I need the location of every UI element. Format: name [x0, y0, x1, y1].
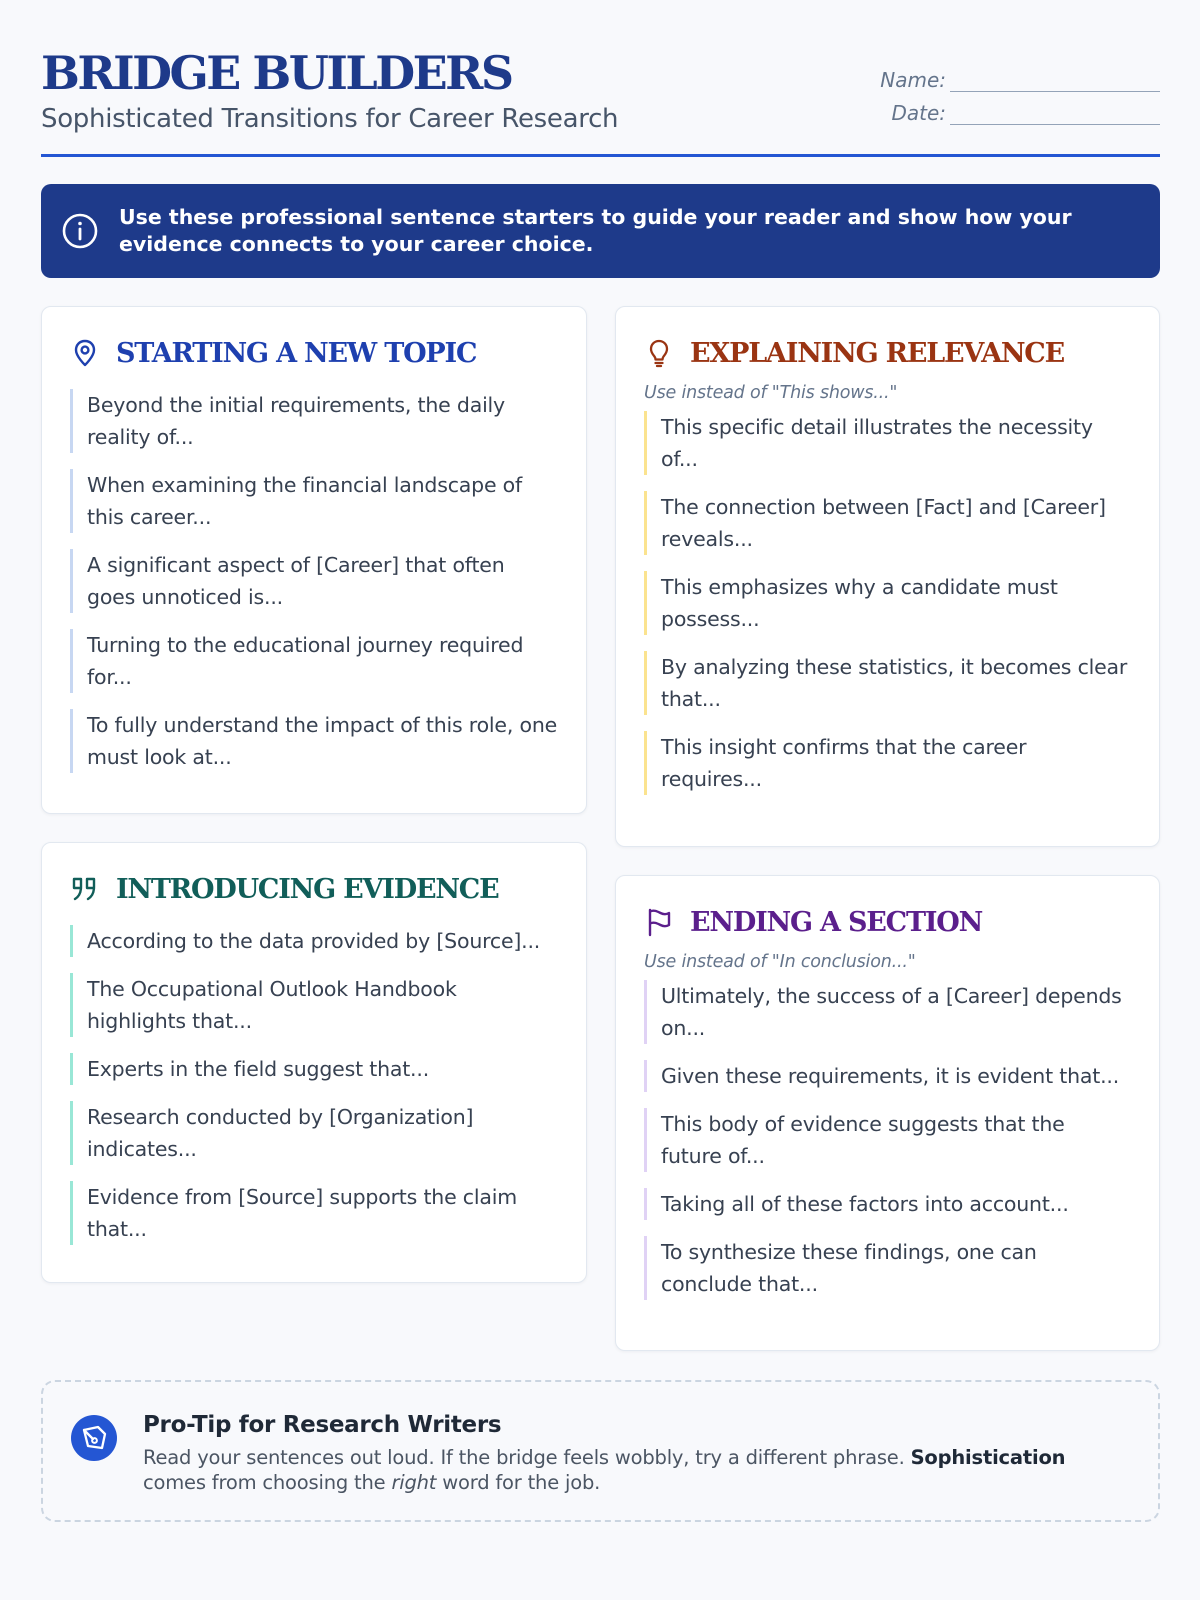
- sentence-starter: According to the data provided by [Source]...: [70, 925, 558, 957]
- sentence-starter: This emphasizes why a candidate must possess...: [644, 571, 1131, 635]
- name-label: Name:: [880, 68, 946, 92]
- card-title: ENDING A SECTION: [690, 906, 983, 938]
- name-field: [880, 68, 1160, 92]
- sentence-starter: This insight confirms that the career requires...: [644, 731, 1131, 795]
- starter-list: [70, 925, 558, 1245]
- sentence-starter: Given these requirements, it is evident that...: [644, 1060, 1131, 1092]
- date-line[interactable]: [950, 105, 1160, 125]
- sentence-starter: Experts in the field suggest that...: [70, 1053, 558, 1085]
- sentence-starter: This specific detail illustrates the necessity of...: [644, 411, 1131, 475]
- date-field: [891, 101, 1160, 125]
- info-icon: [61, 212, 99, 250]
- card-title: INTRODUCING EVIDENCE: [116, 873, 499, 905]
- card-hint: Use instead of "In conclusion...": [644, 952, 916, 972]
- sentence-starter: A significant aspect of [Career] that often goes unnoticed is...: [70, 549, 558, 613]
- sentence-starter: Evidence from [Source] supports the claim that...: [70, 1181, 558, 1245]
- tip-italic: right: [391, 1471, 437, 1494]
- page-title: BRIDGE BUILDERS: [41, 46, 512, 100]
- sentence-starter: Beyond the initial requirements, the daily reality of...: [70, 389, 558, 453]
- card-header: [70, 871, 558, 907]
- starter-list: [644, 980, 1131, 1300]
- sentence-starter: The connection between [Fact] and [Career] reveals...: [644, 491, 1131, 555]
- starter-list: [644, 411, 1131, 795]
- page-header: [41, 0, 1160, 157]
- tip-title: Pro-Tip for Research Writers: [143, 1412, 502, 1438]
- card-header: [644, 904, 1131, 940]
- map-pin-icon: [70, 338, 100, 368]
- sentence-starter: The Occupational Outlook Handbook highlights that...: [70, 973, 558, 1037]
- pro-tip-box: [41, 1380, 1160, 1522]
- tip-text: word for the job.: [442, 1471, 601, 1494]
- tip-text: Read your sentences out loud. If the bridge feels wobbly, try a different phrase.: [143, 1446, 905, 1469]
- banner-text: Use these professional sentence starters to guide your reader and show how your evidence connects to your career choice.: [119, 205, 1072, 256]
- card-header: [70, 335, 558, 371]
- card-title: EXPLAINING RELEVANCE: [690, 337, 1064, 369]
- date-label: Date:: [891, 101, 946, 125]
- sentence-starter: Ultimately, the success of a [Career] depends on...: [644, 980, 1131, 1044]
- name-line[interactable]: [950, 72, 1160, 92]
- card-header: [644, 335, 1131, 371]
- card-hint: Use instead of "This shows...": [644, 383, 898, 403]
- card-starting-topic: [41, 306, 587, 814]
- sentence-starter: Turning to the educational journey required for...: [70, 629, 558, 693]
- page-subtitle: Sophisticated Transitions for Career Research: [41, 104, 619, 134]
- lightbulb-icon: [644, 338, 674, 368]
- card-introducing-evidence: [41, 842, 587, 1283]
- sentence-starter: Research conducted by [Organization] indicates...: [70, 1101, 558, 1165]
- starter-list: [70, 389, 558, 773]
- sentence-starter: To fully understand the impact of this role, one must look at...: [70, 709, 558, 773]
- sentence-starter: To synthesize these findings, one can conclude that...: [644, 1236, 1131, 1300]
- flag-icon: [644, 907, 674, 937]
- tip-text: comes from choosing the: [143, 1471, 386, 1494]
- card-explaining-relevance: [615, 306, 1160, 847]
- instruction-banner: [41, 184, 1160, 278]
- worksheet-page: [41, 0, 1160, 1494]
- card-ending-section: [615, 875, 1160, 1351]
- quote-icon: [70, 874, 100, 904]
- sentence-starter: Taking all of these factors into account...: [644, 1188, 1131, 1220]
- sentence-starter: When examining the financial landscape of this career...: [70, 469, 558, 533]
- pen-nib-icon: [71, 1415, 117, 1461]
- sentence-starter: This body of evidence suggests that the future of...: [644, 1108, 1131, 1172]
- card-title: STARTING A NEW TOPIC: [116, 337, 477, 369]
- sentence-starter: By analyzing these statistics, it becomes clear that...: [644, 651, 1131, 715]
- tip-body: [143, 1445, 1133, 1495]
- tip-emphasis: Sophistication: [910, 1446, 1066, 1469]
